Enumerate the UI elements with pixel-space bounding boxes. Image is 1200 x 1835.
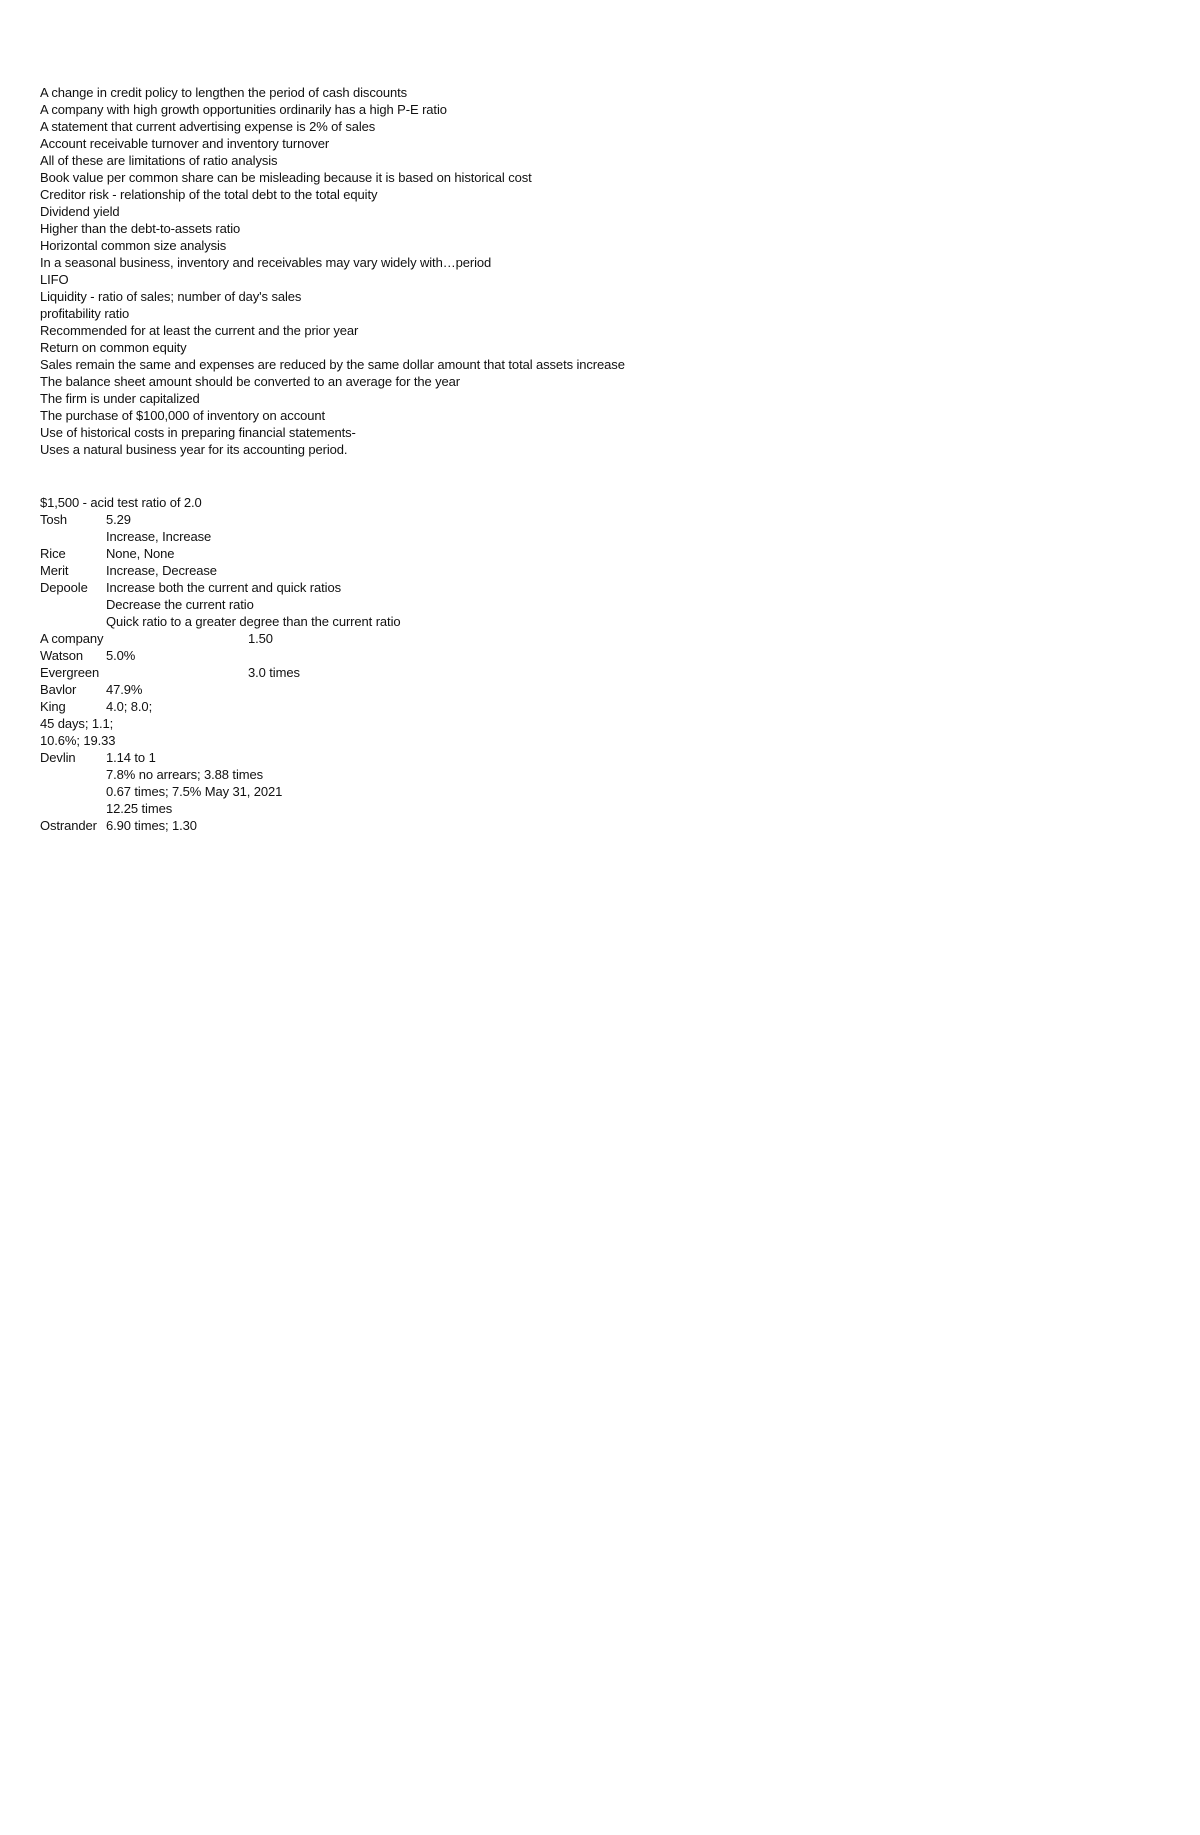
list-item: Liquidity - ratio of sales; number of day's sales [40,289,302,304]
answer-label: 45 days; 1.1; [40,716,114,731]
answer-value: 7.8% no arrears; 3.88 times [106,767,263,782]
answer-label: Devlin [40,750,76,765]
answer-value: Increase both the current and quick ratios [106,580,341,595]
answer-row [40,817,1160,834]
answer-row [40,766,1160,783]
answer-value: 6.90 times; 1.30 [106,818,197,833]
list-item: Dividend yield [40,204,120,219]
answer-row [40,698,1160,715]
answer-row [40,715,1160,732]
answer-label: Depoole [40,580,88,595]
answer-value: 0.67 times; 7.5% May 31, 2021 [106,784,283,799]
document-page [40,84,1160,834]
section-spacer [40,458,1160,494]
list-item: Recommended for at least the current and the prior year [40,323,359,338]
answer-label: Tosh [40,512,68,527]
answer-table [40,494,1160,834]
answer-label: Rice [40,546,66,561]
answer-row [40,596,1160,613]
answer-value: 5.29 [106,512,131,527]
statement-list [40,84,1160,458]
answer-row [40,732,1160,749]
answer-row [40,681,1160,698]
answer-label: Watson [40,648,83,663]
answer-label: $1,500 - acid test ratio of 2.0 [40,495,202,510]
list-item: The firm is under capitalized [40,391,200,406]
list-item: Uses a natural business year for its accounting period. [40,442,348,457]
answer-value: Decrease the current ratio [106,597,254,612]
answer-value: 4.0; 8.0; [106,699,153,714]
list-item: Use of historical costs in preparing financial statements- [40,425,356,440]
answer-label: Ostrander [40,818,97,833]
answer-row [40,494,1160,511]
answer-label: A company [40,631,104,646]
answer-value: 1.14 to 1 [106,750,156,765]
answer-label: Evergreen [40,665,100,680]
answer-extra: 1.50 [248,631,273,646]
answer-row [40,511,1160,528]
list-item: LIFO [40,272,69,287]
answer-row [40,647,1160,664]
answer-label: Merit [40,563,69,578]
answer-row [40,545,1160,562]
list-item: Return on common equity [40,340,187,355]
list-item: A statement that current advertising expense is 2% of sales [40,119,376,134]
list-item: All of these are limitations of ratio analysis [40,153,278,168]
list-item: Sales remain the same and expenses are reduced by the same dollar amount that total assets increase [40,357,625,372]
list-item: The purchase of $100,000 of inventory on account [40,408,326,423]
answer-row [40,579,1160,596]
list-item: In a seasonal business, inventory and receivables may vary widely with…period [40,255,492,270]
list-item: Account receivable turnover and inventory turnover [40,136,330,151]
answer-extra: 3.0 times [248,665,300,680]
answer-value: None, None [106,546,175,561]
answer-value: 47.9% [106,682,143,697]
answer-value: Quick ratio to a greater degree than the current ratio [106,614,401,629]
answer-value: 5.0% [106,648,136,663]
answer-row [40,613,1160,630]
list-item: Creditor risk - relationship of the total debt to the total equity [40,187,378,202]
list-item: Horizontal common size analysis [40,238,227,253]
list-item: Higher than the debt-to-assets ratio [40,221,241,236]
answer-label: King [40,699,66,714]
answer-label: Bavlor [40,682,77,697]
list-item: Book value per common share can be misleading because it is based on historical cost [40,170,532,185]
answer-row [40,783,1160,800]
answer-row [40,800,1160,817]
answer-row [40,562,1160,579]
answer-row [40,749,1160,766]
answer-row [40,630,1160,647]
list-item: profitability ratio [40,306,130,321]
answer-row [40,664,1160,681]
answer-value: 12.25 times [106,801,173,816]
answer-row [40,528,1160,545]
answer-value: Increase, Increase [106,529,212,544]
list-item: A change in credit policy to lengthen the period of cash discounts [40,85,408,100]
answer-value: Increase, Decrease [106,563,217,578]
list-item: The balance sheet amount should be converted to an average for the year [40,374,461,389]
answer-label: 10.6%; 19.33 [40,733,116,748]
list-item: A company with high growth opportunities ordinarily has a high P-E ratio [40,102,447,117]
